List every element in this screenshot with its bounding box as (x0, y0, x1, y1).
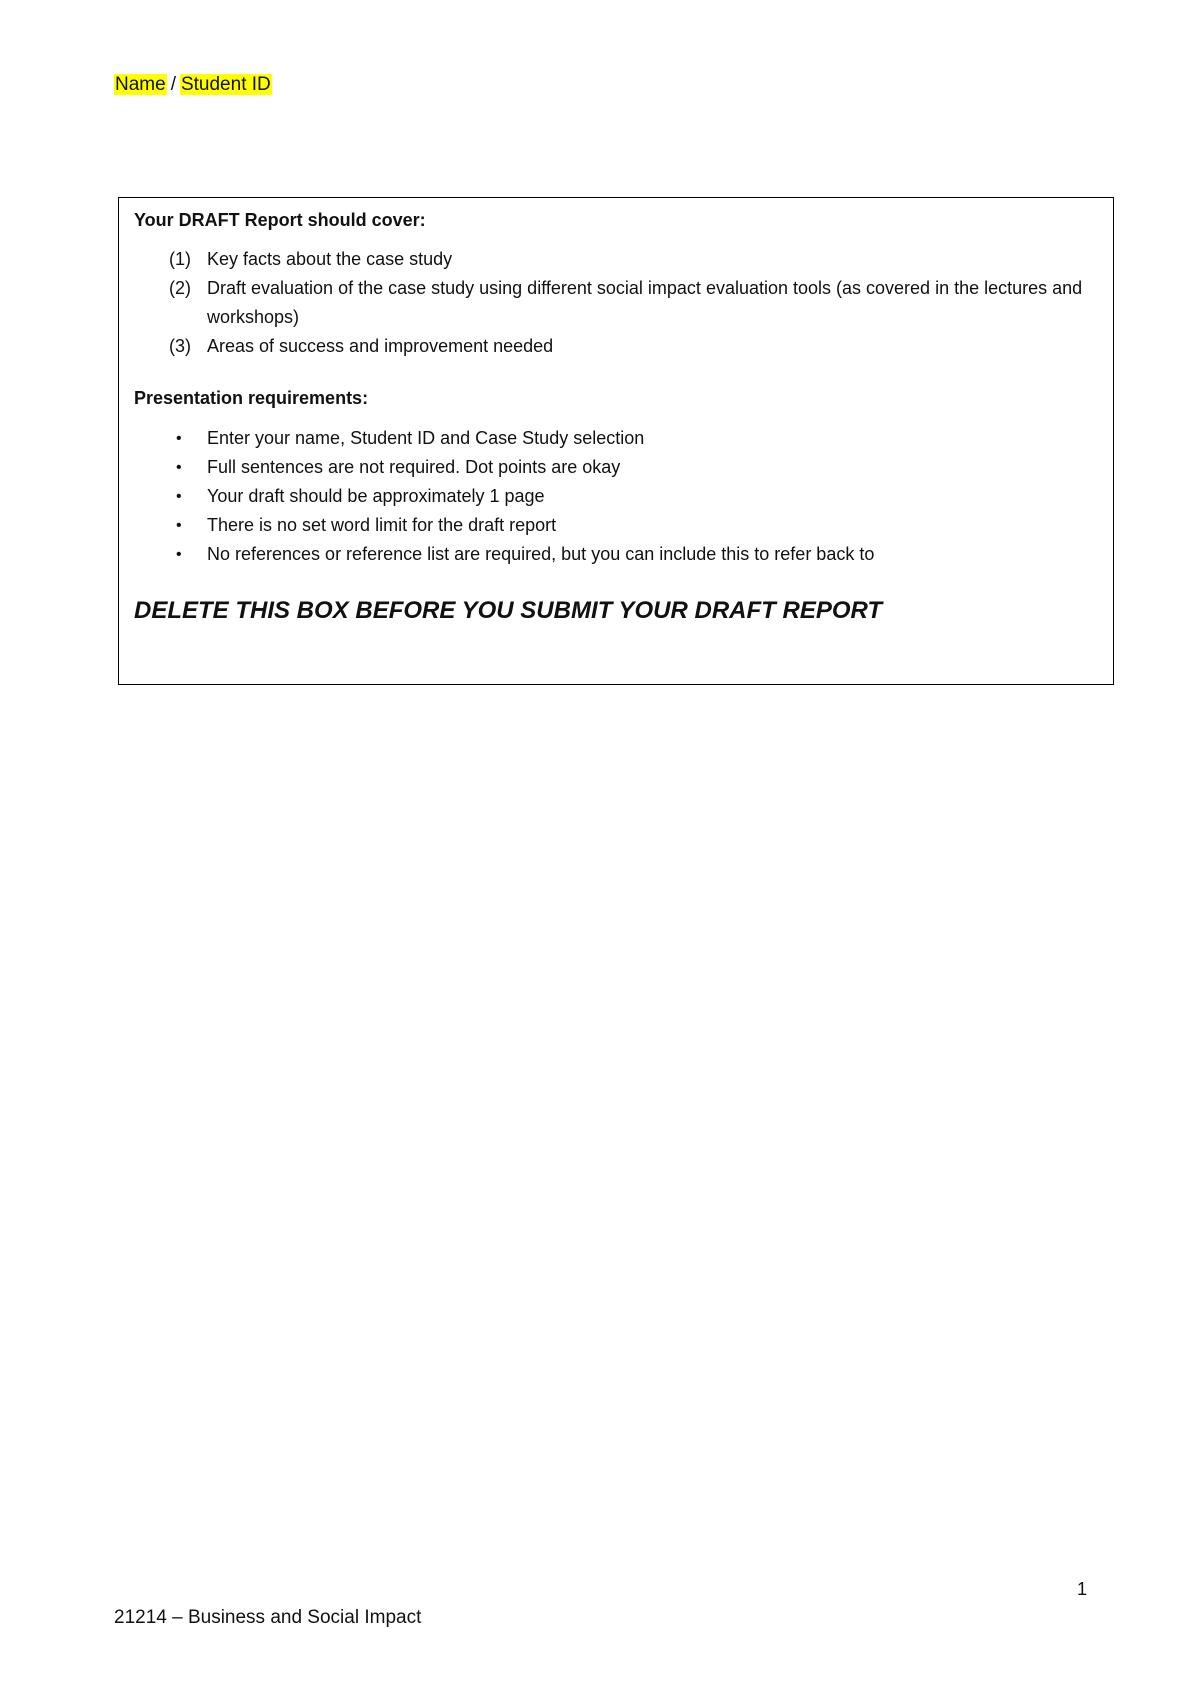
cover-item-text: Draft evaluation of the case study using different social impact evaluation tools (as covered in the lectures and workshops) (207, 278, 1083, 327)
page-number: 1 (1077, 1579, 1088, 1599)
student-id-placeholder[interactable]: Student ID (180, 74, 271, 95)
bullet-icon: • (176, 459, 182, 476)
delete-box-note: DELETE THIS BOX BEFORE YOU SUBMIT YOUR DRAFT REPORT (134, 597, 883, 624)
bullet-icon: • (176, 430, 182, 447)
presentation-item-text: Full sentences are not required. Dot points are okay (207, 457, 621, 477)
presentation-heading: Presentation requirements: (134, 388, 369, 408)
bullet-icon: • (176, 517, 182, 534)
cover-item-number: (3) (169, 336, 191, 356)
presentation-item-text: No references or reference list are required, but you can include this to refer back to (207, 544, 875, 564)
header-name-student-id (114, 73, 272, 97)
cover-item-text: Areas of success and improvement needed (207, 336, 554, 356)
bullet-icon: • (176, 546, 182, 563)
header-separator: / (170, 74, 176, 95)
cover-item-number: (1) (169, 249, 191, 269)
cover-item-text: Key facts about the case study (207, 249, 453, 269)
presentation-item-text: Enter your name, Student ID and Case Study selection (207, 428, 645, 448)
presentation-item-text: Your draft should be approximately 1 page (207, 486, 545, 506)
presentation-item-text: There is no set word limit for the draft report (207, 515, 557, 535)
bullet-icon: • (176, 488, 182, 505)
name-placeholder[interactable]: Name (115, 74, 166, 95)
cover-item-number: (2) (169, 278, 191, 298)
footer-course-title: 21214 – Business and Social Impact (114, 1607, 422, 1628)
cover-heading: Your DRAFT Report should cover: (134, 210, 426, 230)
instructions-box (118, 197, 1114, 685)
